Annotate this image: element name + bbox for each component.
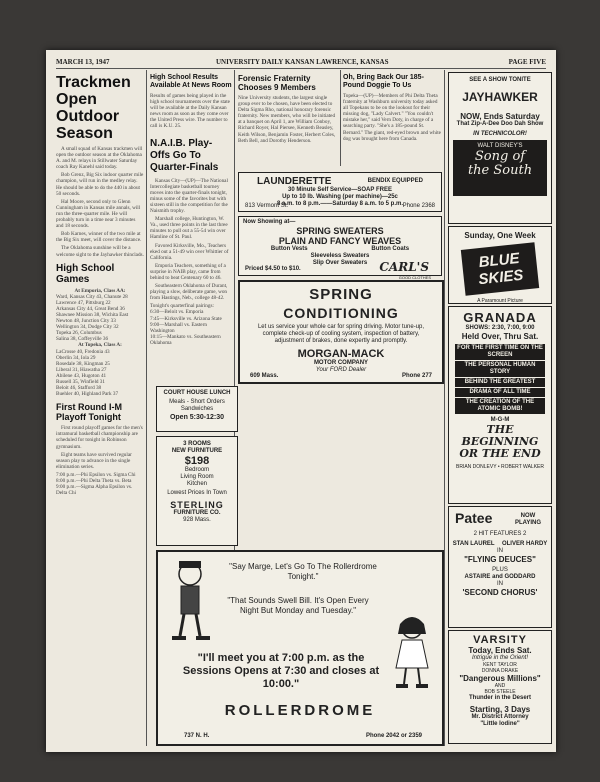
courthouse-lunch-ad: [156, 386, 238, 432]
game-line: Russell 35, Winfield 31: [56, 379, 105, 385]
header-paper: UNIVERSITY DAILY KANSAN LAWRENCE, KANSAS: [216, 58, 389, 66]
launderette-ad: [238, 172, 442, 212]
jayhawker-name: JAYHAWKER: [462, 90, 538, 104]
schedule-line: 9:00 p.m.—Sigma Alpha Epsilon vs. Delta Chi: [56, 484, 133, 497]
banner-line: THE PERSONAL HUMAN STORY: [455, 361, 545, 377]
game-line: Arkansas City 44, Great Bend 36: [56, 305, 125, 312]
spring-address: 609 Mass.: [250, 373, 279, 379]
patee-star: STAN LAUREL: [452, 541, 495, 547]
game-line: Buehler 40, Highland Park 37: [56, 391, 119, 398]
laundry-line: 8 a.m. to 8 p.m.——Saturday 8 a.m. to 5 p.m.: [276, 201, 404, 207]
varsity-name: VARSITY: [473, 634, 527, 646]
carls-item: Button Coats: [371, 246, 410, 252]
rollerdrome-meet-text: "I'll meet you at 7:00 p.m. as the Sessions Opens at 7:30 and closes at 10:00.": [182, 652, 380, 690]
sterling-line: NEW FURNITURE: [171, 448, 223, 454]
varsity-ad: [448, 630, 552, 744]
granada-mgm: M-G-M: [490, 417, 510, 423]
girl-cartoon-icon: [388, 612, 436, 692]
banner-line: FOR THE FIRST TIME ON THE SCREEN: [455, 344, 545, 360]
granada-ad: [448, 306, 552, 504]
sterling-line: Living Room: [180, 474, 214, 480]
dog-story: [343, 74, 441, 170]
rollerdrome-ad: [156, 550, 444, 746]
courthouse-title: COURT HOUSE LUNCH: [163, 390, 231, 396]
banner-line: BEHIND THE GREATEST: [455, 378, 545, 387]
game-line: Shawnee Mission 38, Wichita East: [56, 311, 129, 318]
pairing-line: 6:30—Beloit vs. Emporia: [150, 309, 204, 316]
spring-title-2: CONDITIONING: [283, 305, 399, 321]
spring-firm: MORGAN-MACK: [297, 348, 385, 360]
carls-item: Button Vests: [270, 246, 308, 252]
laundry-address: 813 Vermont St.: [245, 203, 289, 209]
carls-logo: CARL'S: [379, 260, 429, 274]
paragraph: First round playoff games for the men's intramural basketball championship are scheduled for tonight in Robinson gymnasium.: [56, 425, 143, 450]
carls-price: Priced $4.50 to $10.: [245, 266, 301, 272]
playoff-article: [56, 425, 144, 496]
jayhawker-now: NOW, Ends Saturday: [460, 112, 540, 121]
sterling-line: Lowest Prices In Town: [167, 490, 227, 496]
rollerdrome-address: 737 N. H.: [184, 733, 210, 739]
jayhawker-tech: IN TECHNICOLOR!: [473, 131, 527, 137]
header-page: PAGE FIVE: [508, 58, 546, 66]
game-line: Liberal 31, Hiawatha 27: [56, 366, 107, 373]
sterling-line: Kitchen: [186, 481, 207, 487]
patee-in-2: IN: [497, 581, 503, 587]
varsity-starting: Starting, 3 Days: [469, 705, 531, 714]
speech-bubble-2: "That Sounds Swell Bill. It's Open Every Night But Monday and Tuesday.": [227, 596, 369, 615]
granada-shows: SHOWS: 2:30, 7:00, 9:00: [465, 325, 535, 331]
granada-cast: BRIAN DONLEVY • ROBERT WALKER: [456, 464, 544, 470]
varsity-cast: DONNA DRAKE: [481, 668, 519, 674]
column-1: [56, 74, 144, 746]
game-line: At Topeka, Class A:: [78, 342, 122, 349]
carls-line: Slip Over Sweaters: [312, 260, 368, 266]
game-line: LaCrosse 40, Fredonia 43: [56, 348, 110, 355]
film-title-1: Song of: [474, 149, 526, 164]
paragraph: Favored Kirksville, Mo., Teachers eked out a 51-49 win over Whittier of California.: [150, 242, 229, 261]
frat-headline: Forensic Fraternity Chooses 9 Members: [238, 74, 316, 92]
frat-article: Nine University students, the largest single group ever to be chosen, have been elected to Delta Sigma Rho, national honorary forensic fraternity. New members, who will be initiated at a banquet on April 1, are William Conboy, Richard Royer, Hal Piersee, Kenneth Beasley, Keith Wilson, Benjamin Foster, Herbert Coles, Beth Bell, and Dorothy Henderson.: [238, 95, 336, 144]
courthouse-line: Sandwiches: [180, 406, 214, 412]
naib-headline: N.A.I.B. Play-Offs Go To Quarter-Finals: [150, 137, 219, 173]
spring-dealer: Your FORD Dealer: [315, 367, 367, 373]
varsity-cast: BOB STEELE: [484, 689, 516, 695]
courthouse-line: Meals - Short Orders: [169, 399, 225, 405]
varsity-film-2: Thunder in the Desert: [468, 695, 531, 701]
paragraph: Kansas City—(UP)—The National Intercollegiate basketball tourney moves into the quarter-finals tonight, minus some of the favorites but with sixteen still in the competition for the Naismith trophy.: [150, 177, 228, 215]
divider: [444, 70, 445, 746]
varsity-film-4: "Little Iodine": [480, 721, 520, 727]
game-line: Salina 38, Coffeyville 36: [56, 336, 109, 343]
speech-bubble-1: "Say Marge, Let's Go To The Rollerdrome Tonight.": [229, 562, 377, 581]
varsity-intrigue: Intrigue in the Orient!: [471, 655, 529, 661]
film-disney: WALT DISNEY'S: [477, 143, 523, 149]
courthouse-hours: Open 5:30-12:30: [169, 414, 225, 421]
varsity-film-3: Mr. District Attorney: [471, 714, 529, 720]
spring-body: Let us service your whole car for spring driving. Motor tune-up, complete check-up of cooling system, inspection of battery, adjustment of brakes, done expertly and promptly.: [257, 324, 425, 344]
fraternity-story: [238, 74, 338, 170]
carls-line: SPRING SWEATERS: [296, 226, 384, 236]
divider: [146, 70, 147, 746]
results-headline: High School Results Available At News Room: [150, 74, 232, 89]
patee-name: Patee: [455, 510, 493, 526]
jayhawker-see: SEE A SHOW TONITE: [469, 77, 531, 83]
sterling-furniture-ad: [156, 436, 238, 546]
game-line: Rosedale 38, Kingman 25: [56, 360, 110, 367]
carls-line: Sleeveless Sweaters: [310, 253, 370, 259]
spring-title: SPRING: [309, 286, 373, 303]
sterling-firm: STERLING: [170, 500, 224, 510]
granada-film: THE BEGINNING OR THE END: [459, 423, 541, 460]
patee-now: NOW PLAYING: [514, 513, 542, 526]
spring-phone: Phone 277: [401, 373, 432, 379]
granada-held: Held Over, Thru Sat.: [461, 332, 539, 341]
page-header: [56, 58, 546, 69]
sterling-price: $198: [184, 455, 210, 467]
patee-stars: [449, 541, 551, 548]
paragraph: Emporia Teachers, something of a surprise in NAIB play, came from behind to beat Centenary 60 to 46.: [150, 262, 226, 281]
sunday-line: Sunday, One Week: [464, 231, 536, 240]
carls-line: PLAIN AND FANCY WEAVES: [278, 236, 402, 246]
playoff-headline: First Round I-M Playoff Tonight: [56, 402, 122, 423]
header-date: MARCH 13, 1947: [56, 58, 110, 66]
sterling-address: 928 Mass.: [183, 517, 211, 523]
game-line: At Emporia, Class AA:: [74, 287, 126, 294]
film-poster: [453, 140, 547, 196]
patee-ad: [448, 506, 552, 628]
paragraph: A small squad of Kansas trackmen will open the outdoor season at the Oklahoma A. and M. relays in Stillwater Saturday coach Ray Kanehl said today.: [56, 146, 143, 171]
spring-conditioning-ad: [238, 280, 444, 384]
granada-banners: [455, 344, 545, 414]
laundry-line: Up to 10 lb. Washing (per machine)—25c: [282, 194, 398, 200]
paragraph: Bob Karnes, winner of the two mile at the Big Six meet, will cover the distance.: [56, 231, 142, 244]
game-line: Ward, Kansas City 43, Chanute 28: [56, 293, 128, 300]
film-title-2: the South: [467, 163, 533, 178]
carls-ad: [238, 216, 442, 280]
games-headline: High School Games: [56, 262, 115, 285]
game-line: Topeka 26, Columbus: [56, 330, 102, 337]
jayhawker-zip: That Zip-A-Dee Doo Dah Show: [456, 121, 544, 127]
patee-cast-2: ASTAIRE and GODDARD: [464, 574, 536, 580]
carls-buttons: [239, 246, 441, 253]
paragraph: The Oklahoma sunshine will be a welcome sight to the Jayhawker thinclads.: [56, 245, 144, 258]
sterling-firm-2: FURNITURE CO.: [173, 510, 221, 516]
sterling-line: Bedroom: [184, 467, 210, 473]
dog-headline: Oh, Bring Back Our 185-Pound Doggie To Us: [343, 74, 424, 89]
laundry-line: 30 Minute Self Service—SOAP FREE: [288, 187, 392, 193]
laundry-sub: BENDIX EQUIPPED: [367, 178, 423, 184]
varsity-film: "Dangerous Millions": [459, 674, 541, 683]
column-2: [150, 74, 232, 384]
trackmen-headline: Trackmen Open Outdoor Season: [56, 74, 131, 142]
patee-hits: 2 HIT FEATURES 2: [473, 531, 527, 537]
games-list: [56, 288, 144, 398]
patee-in: IN: [497, 548, 503, 554]
paragraph: Hal Moore, second only to Glenn Cunningham in Kansas mile annals, will run the three-quarter mile. He will probably turn in a time near 3 minutes and 18 seconds.: [56, 198, 141, 230]
game-line: Lawrence 47, Pittsburg 22: [56, 299, 111, 306]
rollerdrome-phone: Phone 2042 or 2359: [365, 733, 422, 739]
pairing-line: 9:00—Marshall vs. Eastern Washington: [150, 321, 207, 334]
sterling-line: 3 ROOMS: [183, 441, 211, 447]
trackmen-article: [56, 146, 144, 258]
paragraph: Eight teams have survived regular season play to advance in the single elimination series.: [56, 451, 132, 470]
paragraph: Marshall college, Huntington, W. Va., used three points in the last three minutes to pull out a 55-54 win over Hamline of St. Paul.: [150, 216, 228, 241]
game-line: Beloit 46, Stafford 38: [56, 385, 102, 392]
schedule-line: 7:00 p.m.—Phi Epsilon vs. Sigma Chi: [56, 471, 136, 478]
paragraph: Southeastern Oklahoma of Durant, playing a slow, deliberate game, won from Hastings, Neb., college 48-42.: [150, 283, 228, 302]
game-line: Newton 48, Junction City 33: [56, 318, 116, 325]
patee-star: OLIVER HARDY: [501, 541, 548, 547]
carls-logo-sub: GOOD CLOTHES: [398, 275, 431, 280]
laundry-phone: Phone 2368: [402, 203, 435, 209]
patee-film-2: 'SECOND CHORUS': [462, 588, 538, 597]
results-article: Results of games being played in the high school tournaments over the state will be available at the Daily Kansan news room as soon as they come over the United Press wire. The number to call is K.U. 25.: [150, 93, 230, 130]
pairing-line: 7:45—Kirksville vs. Arizona State: [150, 315, 222, 322]
boy-cartoon-icon: [164, 556, 216, 646]
game-line: Abilene 43, Hugoton 41: [56, 372, 107, 379]
pairing-line: 10:15—Mankato vs. Southeastern Oklahoma: [150, 333, 221, 346]
patee-film-1: "FLYING DEUCES": [464, 555, 536, 564]
laundry-title: LAUNDERETTE: [257, 176, 332, 187]
naib-article: [150, 178, 232, 346]
game-line: Oberlin 34, Iola 29: [56, 354, 96, 361]
paragraph: Bob Grenz, Big Six indoor quarter mile champion, will run in the medley relay. He should be able to do the 440 in about 50 seconds.: [56, 172, 144, 197]
carls-intro: Now Showing at—: [243, 219, 296, 225]
granada-name: GRANADA: [463, 310, 537, 325]
blue-skies-ad: [448, 226, 552, 304]
varsity-cast: KENT TAYLOR: [483, 662, 517, 668]
newspaper-page: [46, 50, 556, 752]
varsity-and: AND: [494, 683, 506, 689]
banner-line: DRAMA OF ALL TIME: [455, 388, 545, 397]
blue-skies-title: BLUE SKIES: [461, 242, 539, 295]
paramount-tag: A Paramount Picture: [477, 298, 523, 304]
jayhawker-ad: [448, 72, 552, 224]
patee-plus: PLUS: [492, 567, 508, 573]
game-line: Wellington 34, Dodge City 32: [56, 324, 119, 331]
varsity-today: Today, Ends Sat.: [468, 646, 532, 655]
schedule-line: 8:00 p.m.—Phi Delta Theta vs. Beta: [56, 478, 132, 485]
pairing-line: Tonight's quarterfinal pairings:: [150, 303, 214, 310]
banner-line: THE CREATION OF THE ATOMIC BOMB!: [455, 398, 545, 414]
divider: [340, 70, 341, 166]
dog-article: Topeka—(UP)—Members of Phi Delta Theta fraternity at Washburn university today asked all Topekans to be on the lookout for their missing dog, "Lady Calvert." "You couldn't mistake her," said Vern Doty, in charge of a searching party. "She's a 185-pound St. Bernard." The giant, red-eyed brown and white dog was brought here from Canada.: [343, 93, 441, 142]
spring-firm-2: MOTOR COMPANY: [313, 360, 369, 366]
rollerdrome-name: ROLLERDROME: [224, 702, 376, 719]
